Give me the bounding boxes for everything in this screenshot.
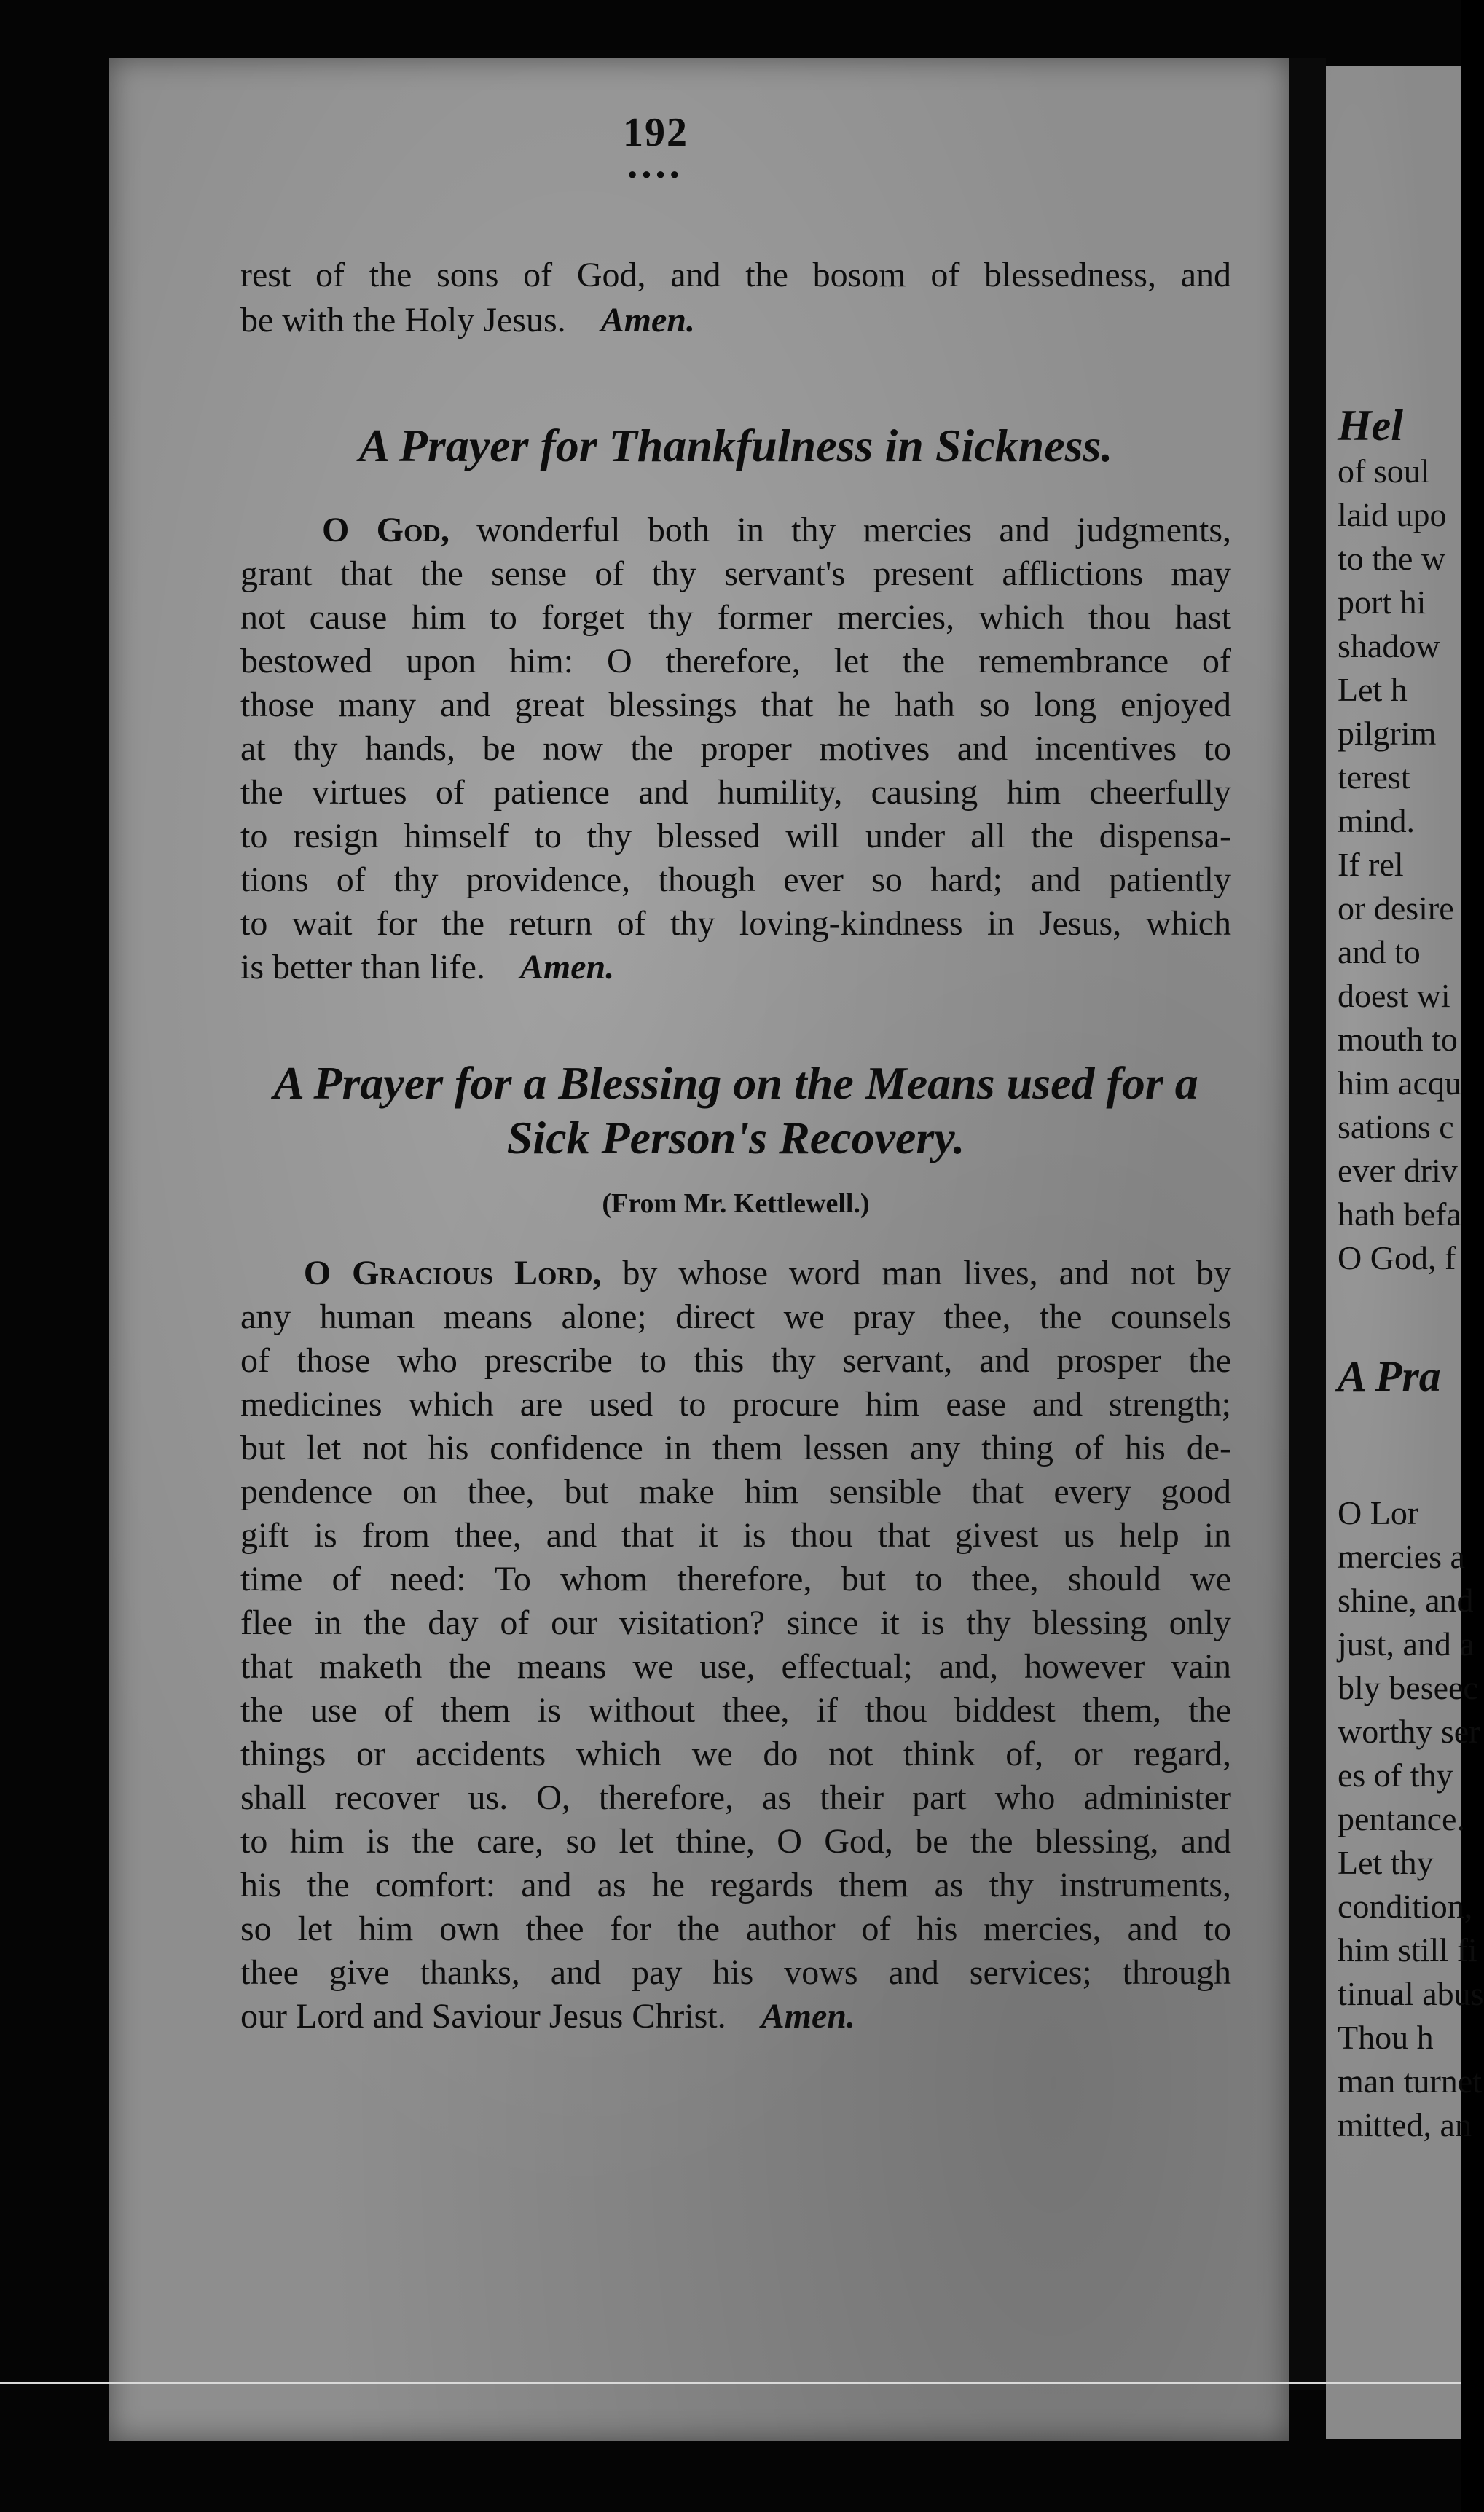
- right-page: [1326, 66, 1484, 2439]
- right-page-fragment: terest: [1338, 758, 1410, 796]
- prayer-line: of those who prescribe to this thy servant, and prosper the: [240, 1341, 1231, 1380]
- right-page-fragment: pilgrim: [1338, 715, 1437, 752]
- prayer-line: gift is from thee, and that it is thou that givest us help in: [240, 1516, 1231, 1555]
- right-page-fragment: bly beseec: [1338, 1669, 1478, 1706]
- right-page-fragment: mitted, an: [1338, 2106, 1472, 2143]
- right-page-fragment: shine, and: [1338, 1582, 1474, 1619]
- prayer-line: flee in the day of our visitation? since it is thy blessing only: [240, 1604, 1231, 1642]
- right-page-fragment: just, and a: [1338, 1625, 1475, 1663]
- right-page-fragment: port hi: [1338, 584, 1426, 621]
- left-page: [109, 58, 1289, 2441]
- page-number: 192: [623, 110, 688, 155]
- scan-edge-line: [0, 2382, 1461, 2384]
- prayer-line: shall recover us. O, therefore, as their part who administer: [240, 1778, 1231, 1817]
- continuation-line: be with the Holy Jesus. Amen.: [240, 301, 695, 339]
- amen: Amen.: [600, 301, 695, 339]
- right-page-fragment: condition,: [1338, 1888, 1473, 1925]
- prayer-line: medicines which are used to procure him ease and strength;: [240, 1385, 1231, 1424]
- prayer-line: so let him own thee for the author of his mercies, and to: [240, 1909, 1231, 1948]
- amen: Amen.: [519, 948, 615, 986]
- right-page-fragment: Let thy: [1338, 1844, 1434, 1881]
- right-page-fragment: tinual abus: [1338, 1975, 1484, 2012]
- prayer-line: at thy hands, be now the proper motives and incentives to: [240, 729, 1231, 768]
- right-page-fragment: of soul: [1338, 452, 1430, 490]
- right-page-fragment: Let h: [1338, 671, 1408, 708]
- continuation-line: rest of the sons of God, and the bosom of blessedness, and: [240, 256, 1231, 294]
- prayer-line: bestowed upon him: O therefore, let the remembrance of: [240, 642, 1231, 680]
- right-page-fragment: man turnet: [1338, 2062, 1482, 2100]
- right-page-fragment: and to: [1338, 933, 1421, 970]
- prayer-line: that maketh the means we use, effectual; and, however vain: [240, 1647, 1231, 1686]
- right-page-fragment: or desire: [1338, 890, 1454, 927]
- right-page-fragment: es of thy: [1338, 1757, 1453, 1794]
- prayer-line: those many and great blessings that he hath so long enjoyed: [240, 686, 1231, 724]
- right-page-fragment: pentance.: [1338, 1800, 1465, 1837]
- right-page-fragment: A Pra: [1338, 1352, 1441, 1400]
- prayer-opening: O Gracious Lord,: [303, 1254, 602, 1292]
- right-page-fragment: to the w: [1338, 540, 1446, 577]
- prayer-line: to resign himself to thy blessed will under all the dispensa-: [240, 817, 1231, 855]
- ornament-divider: ●●●●: [627, 165, 684, 183]
- prayer-line: grant that the sense of thy servant's present afflictions may: [240, 554, 1231, 593]
- prayer-line: pendence on thee, but make him sensible that every good: [240, 1472, 1231, 1511]
- prayer-line: time of need: To whom therefore, but to thee, should we: [240, 1560, 1231, 1598]
- right-page-fragment: Thou h: [1338, 2019, 1434, 2056]
- prayer-heading: A Prayer for a Blessing on the Means used for a: [273, 1057, 1198, 1109]
- prayer-heading-continued: Sick Person's Recovery.: [506, 1112, 965, 1163]
- right-page-fragment: sations c: [1338, 1108, 1454, 1145]
- amen: Amen.: [761, 1997, 855, 2036]
- prayer-line: thee give thanks, and pay his vows and services; through: [240, 1953, 1231, 1992]
- prayer-line: not cause him to forget thy former mercies, which thou hast: [240, 598, 1231, 637]
- right-page-fragment: mind.: [1338, 802, 1416, 839]
- prayer-line: his the comfort: and as he regards them as thy instruments,: [240, 1866, 1231, 1904]
- prayer-line: is better than life. Amen.: [240, 948, 615, 986]
- prayer-line: our Lord and Saviour Jesus Christ. Amen.: [240, 1997, 855, 2036]
- right-page-fragment: doest wi: [1338, 977, 1450, 1014]
- right-page-fragment: ever driv: [1338, 1152, 1458, 1189]
- right-page-fragment: If rel: [1338, 846, 1404, 883]
- prayer-line: tions of thy providence, though ever so hard; and patiently: [240, 860, 1231, 899]
- prayer-heading: A Prayer for Thankfulness in Sickness.: [358, 420, 1113, 471]
- book-gutter: [1289, 58, 1326, 2390]
- prayer-line: to wait for the return of thy loving-kindness in Jesus, which: [240, 904, 1231, 943]
- right-page-fragment: O Lor: [1338, 1494, 1419, 1531]
- prayer-line: the use of them is without thee, if thou biddest them, the: [240, 1691, 1231, 1730]
- right-page-fragment: hath befa: [1338, 1196, 1461, 1233]
- prayer-opening: O God,: [321, 511, 449, 549]
- prayer-line: the virtues of patience and humility, causing him cheerfully: [240, 773, 1231, 812]
- prayer-source: (From Mr. Kettlewell.): [602, 1188, 870, 1219]
- right-page-fragment: mouth to: [1338, 1021, 1458, 1058]
- prayer-line: any human means alone; direct we pray thee, the counsels: [240, 1298, 1231, 1336]
- right-page-fragment: shadow: [1338, 627, 1440, 664]
- right-page-fragment: him acqu: [1338, 1064, 1461, 1102]
- right-page-fragment: worthy ser: [1338, 1713, 1480, 1750]
- right-page-fragment: Hel: [1338, 401, 1403, 450]
- prayer-line: to him is the care, so let thine, O God, be the blessing, and: [240, 1822, 1231, 1861]
- prayer-line: O God, wonderful both in thy mercies and judgments,: [321, 511, 1232, 549]
- right-page-fragment: mercies a: [1338, 1538, 1465, 1575]
- prayer-line: things or accidents which we do not think of, or regard,: [240, 1735, 1231, 1773]
- right-page-fragment: O God, f: [1338, 1239, 1456, 1276]
- prayer-line: but let not his confidence in them lessen any thing of his de-: [240, 1429, 1231, 1467]
- right-page-fragment: him still fi: [1338, 1931, 1477, 1969]
- prayer-line: O Gracious Lord, by whose word man lives, and not by: [303, 1254, 1232, 1292]
- right-page-fragment: laid upo: [1338, 496, 1447, 533]
